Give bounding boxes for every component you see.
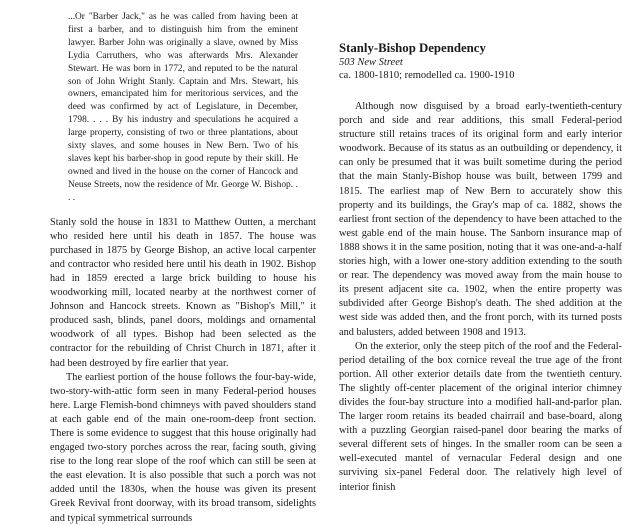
- entry-dates: ca. 1800-1810; remodelled ca. 1900-1910: [339, 70, 515, 81]
- right-column: [339, 0, 622, 495]
- entry-title: Stanly-Bishop Dependency: [339, 41, 486, 55]
- left-column: [50, 0, 316, 526]
- quote-paragraph: ...Or "Barber Jack," as he was called from having been at first a barber, and to distinguish him from the eminent lawyer. Barber John was originally a slave, owned by Miss Lydia Carruthers, who was afterwards Mrs. Alexander Stewart. He was born in 1772, and reputed to be the natural son of John Wright Stanly. Captain and Mrs. Stewart, his owners, emancipated him for meritorious services, and the deed was confirmed by act of Legislature, in December, 1798. . . . By his industry and speculations he acquired a large property, consisting of two or three plantations, about sixty slaves, and some houses in New Bern. Two of his slaves kept his barber-shop in good repute by their skill. He owned and lived in the house on the corner of Hancock and Neuse Streets, now the residence of Mr. George W. Bishop. . . .: [68, 12, 298, 203]
- body-paragraph: Although now disguised by a broad early-twentieth-century porch and side and rear additions, this small Federal-period structure still retains traces of its original form and early interior woodwork. Because of its status as an outbuilding or dependency, it can only be presumed that it was built sometime during the period that the main Stanly-Bishop house was built, between 1799 and 1815. The earliest map of New Bern to accurately show this property and its buildings, the Gray's map of ca. 1882, shows the earliest front section of the dependency to have been attached to the west gable end of the main house. The Sanborn insurance map of 1888 shows it in the same position, noting that it was one-and-a-half stories high, with a lower one-story addition extending to the south or rear. The dependency was moved away from the main house to its present adjacent site ca. 1902, when the entire property was subdivided after George Bishop's death. The shed addition at the west side was added then, and the front porch, with its turned posts and balusters, added between 1908 and 1913.: [339, 101, 622, 338]
- body-paragraph: Stanly sold the house in 1831 to Matthew Outten, a merchant who resided here until his death in 1857. The house was purchased in 1875 by George Bishop, an active local carpenter and contractor who resided here until his death in 1902. Bishop had in 1859 erected a large brick building to house his woodworking mill, located nearby at the northwest corner of Johnson and Hancock streets. Known as "Bishop's Mill," it produced sash, blinds, panel doors, moldings and ornamental woodwork of all types. Bishop had been selected as the contractor for the rebuilding of Christ Church in 1871, after it had been destroyed by fire earlier that year.: [50, 216, 316, 369]
- entry-address: 503 New Street: [339, 57, 403, 68]
- body-paragraph: The earliest portion of the house follows the four-bay-wide, two-story-with-attic form seen in many Federal-period houses here. Large Flemish-bond chimneys with paved shoulders stand at each gable end of the main one-room-deep front section. There is some evidence to suggest that this house originally had engaged two-story porches across the rear, facing south, giving rise to the long rear slope of the roof which can still be seen at the east elevation. It is also possible that such a porch was not added until the 1830s, when the house was given its present Greek Revival front doorway, with its broad transom, sidelights and typical symmetrical surrounds: [50, 371, 316, 524]
- block-quote: [68, 11, 298, 205]
- body-paragraph: On the exterior, only the steep pitch of the roof and the Federal-period detailing of the box cornice reveal the true age of the front portion. All other exterior details date from the twentieth century. The slightly off-center placement of the original interior chimney divides the four-bay structure into a modified hall-and-parlor plan. The larger room retains its beaded chairrail and base-board, along with a puzzling Georgian raised-panel door bearing the marks of several different sets of hinges. In the smaller room can be seen a well-executed mantel of vernacular Federal design and one surviving six-panel Federal door. The relatively high level of interior finish: [339, 340, 622, 493]
